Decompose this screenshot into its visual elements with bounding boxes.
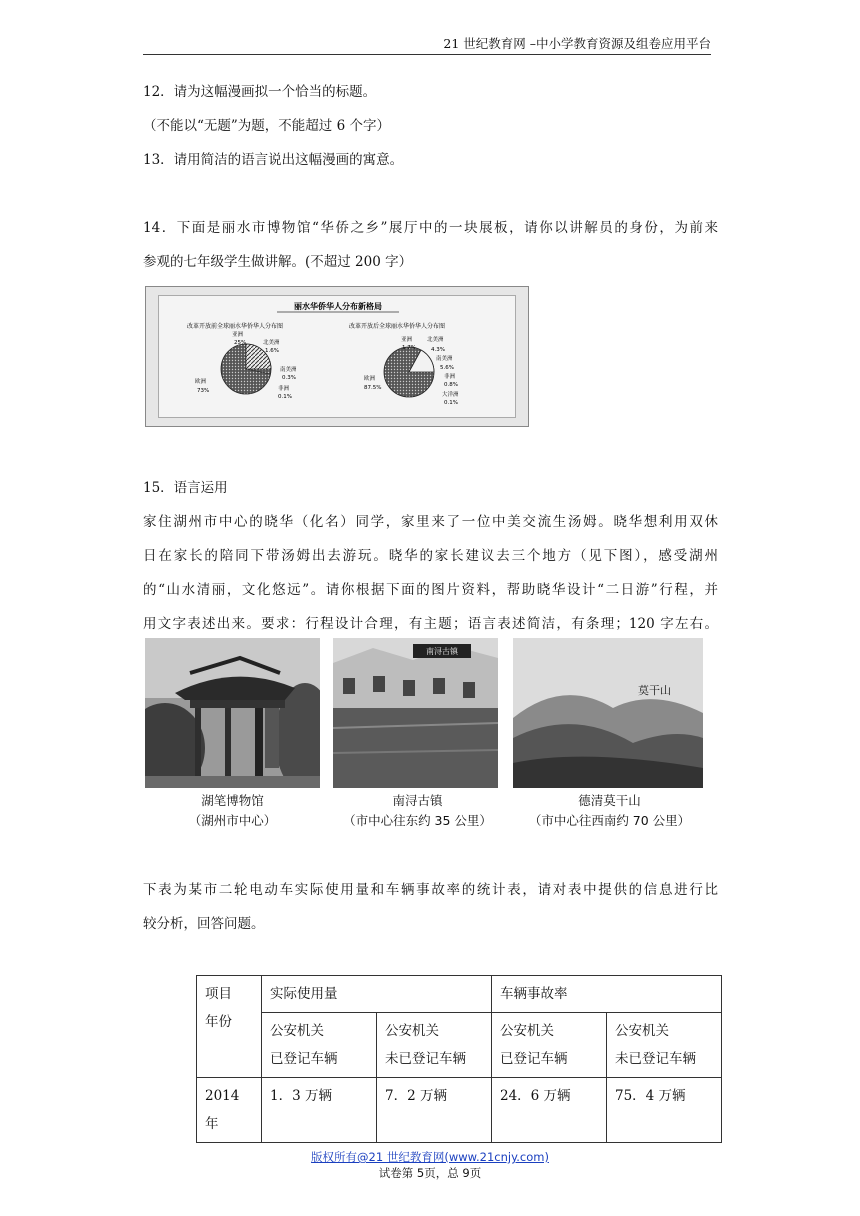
photo-moganshan-sign: 莫干山 (638, 684, 671, 697)
panel-title: 丽水华侨华人分布新格局 (294, 302, 382, 311)
table-subheader-registered: 公安机关 已登记车辆 (492, 1013, 607, 1078)
right-na-value: 4.3% (431, 347, 445, 353)
q12-line2: （不能以“无题”为题，不能超过 6 个字） (143, 118, 390, 134)
caption-nanxun (310, 791, 525, 831)
table-row (197, 976, 722, 1013)
left-na-value: 1.6% (265, 348, 279, 354)
right-chart-title: 改革开放后全球丽水华侨华人分布图 (349, 323, 446, 330)
table-intro-line2: 较分析，回答问题。 (143, 916, 265, 932)
exhibit-panel (145, 286, 529, 427)
table-header-rate: 车辆事故率 (492, 976, 722, 1013)
caption-brush-museum-name: 湖笔博物馆 (201, 793, 264, 808)
left-na-label: 北美洲 (263, 340, 280, 346)
table-subheader-unregistered: 公安机关 未已登记车辆 (607, 1013, 722, 1078)
table-item-label: 项目 (205, 986, 232, 1002)
photo-nanxun-town (333, 638, 498, 788)
caption-nanxun-name: 南浔古镇 (392, 793, 443, 808)
table-cell-year: 2014 年 (197, 1078, 262, 1143)
left-af-label: 非洲 (278, 386, 290, 392)
caption-moganshan-sub: （市中心往西南约 70 公里） (528, 813, 691, 828)
left-asia-value: 25% (234, 340, 247, 346)
left-eu-value: 73% (197, 388, 210, 394)
q15-line4: 用文字表述出来。要求：行程设计合理，有主题；语言表述简洁，有条理；120 字左右。 (143, 616, 718, 632)
q15-line3: 的“山水清丽，文化悠远”。请你根据下面的图片资料，帮助晓华设计“二日游”行程，并 (143, 582, 718, 598)
left-sa-value: 0.3% (282, 375, 296, 381)
left-pie (221, 344, 271, 394)
right-asia-label: 亚洲 (401, 337, 413, 343)
copyright-link[interactable]: 版权所有@21 世纪教育网(www.21cnjy.com) (311, 1150, 549, 1164)
left-chart-title: 改革开放前全球丽水华侨华人分布图 (187, 323, 284, 330)
q14-line1: 14．下面是丽水市博物馆“华侨之乡”展厅中的一块展板，请你以讲解员的身份，为前来 (143, 220, 718, 236)
photo-moganshan (513, 638, 703, 788)
q13-line1: 13．请用简洁的语言说出这幅漫画的寓意。 (143, 152, 404, 168)
q15-line1: 家住湖州市中心的晓华（化名）同学，家里来了一位中美交流生汤姆。晓华想利用双休 (143, 514, 718, 530)
right-af-label: 非洲 (444, 374, 456, 380)
footer-copyright (0, 1150, 860, 1164)
table-header-usage: 实际使用量 (262, 976, 492, 1013)
table-subheader-registered: 公安机关 已登记车辆 (262, 1013, 377, 1078)
left-eu-label: 欧洲 (195, 379, 207, 385)
footer-page-number: 试卷第 5页，总 9页 (378, 1166, 482, 1180)
stats-table (196, 975, 722, 1143)
caption-brush-museum (145, 791, 320, 831)
exhibit-panel-inner (158, 295, 516, 418)
table-row (197, 1078, 722, 1143)
table-cell: 7．2 万辆 (377, 1078, 492, 1143)
q15-title: 15．语言运用 (143, 480, 228, 496)
page-header: 21 世纪教育网 –中小学教育资源及组卷应用平台 (143, 34, 711, 55)
left-af-value: 0.1% (278, 394, 292, 400)
table-year-label: 年份 (205, 1014, 232, 1030)
right-eu-label: 欧洲 (364, 376, 376, 382)
right-sa-label: 南美洲 (436, 356, 453, 362)
photo-nanxun-sign: 南浔古镇 (426, 647, 458, 656)
caption-moganshan (502, 791, 717, 831)
table-header-item-year (197, 976, 262, 1078)
q14-line2: 参观的七年级学生做讲解。(不超过 200 字） (143, 254, 413, 270)
caption-nanxun-sub: （市中心往东约 35 公里） (343, 813, 492, 828)
caption-moganshan-name: 德清莫干山 (578, 793, 641, 808)
right-na-label: 北美洲 (427, 337, 444, 343)
photo-brush-museum (145, 638, 320, 788)
exhibit-pie-charts (159, 296, 517, 419)
caption-brush-museum-sub: （湖州市中心） (188, 813, 277, 828)
right-eu-value: 87.5% (364, 385, 382, 391)
q12-line1: 12．请为这幅漫画拟一个恰当的标题。 (143, 84, 377, 100)
left-asia-label: 亚洲 (232, 332, 244, 338)
table-cell: 1．3 万辆 (262, 1078, 377, 1143)
q15-line2: 日在家长的陪同下带汤姆出去游玩。晓华的家长建议去三个地方（见下图），感受湖州 (143, 548, 718, 564)
table-cell: 24．6 万辆 (492, 1078, 607, 1143)
right-oc-value: 0.1% (444, 400, 458, 406)
right-pie (384, 347, 434, 397)
left-sa-label: 南美洲 (280, 367, 297, 373)
right-af-value: 0.8% (444, 382, 458, 388)
table-intro-line1: 下表为某市二轮电动车实际使用量和车辆事故率的统计表，请对表中提供的信息进行比 (143, 882, 718, 898)
table-subheader-unregistered: 公安机关 未已登记车辆 (377, 1013, 492, 1078)
table-row (197, 1013, 722, 1078)
right-sa-value: 5.6% (440, 365, 454, 371)
right-oc-label: 大洋洲 (442, 392, 459, 398)
right-asia-value: 1.7% (402, 345, 416, 351)
table-cell: 75．4 万辆 (607, 1078, 722, 1143)
